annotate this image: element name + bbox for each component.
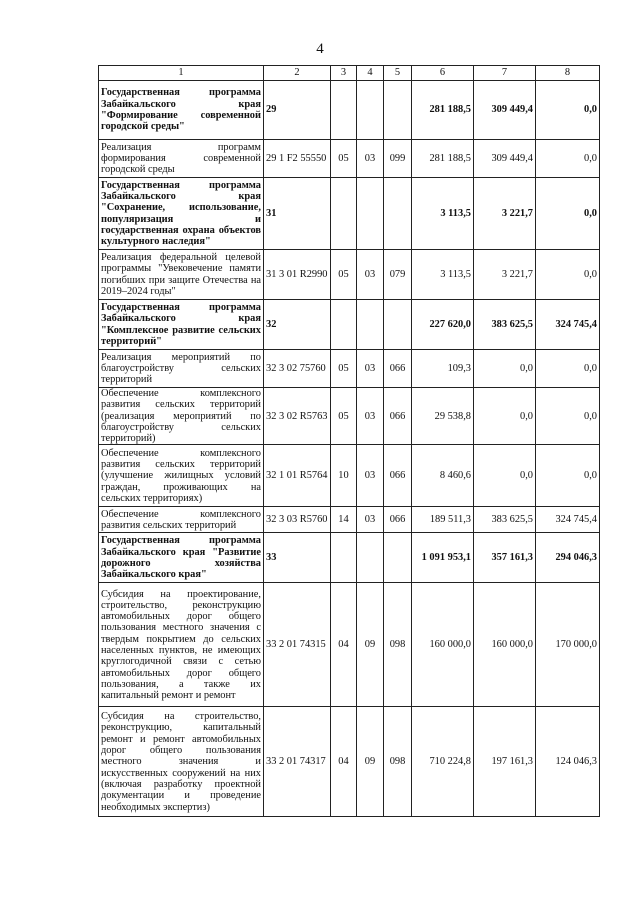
row-c3 (331, 533, 357, 583)
row-name: Государственная программа Забайкальского края "Развитие дорожного хозяйства Забайкальского края" (99, 533, 264, 583)
row-value-6: 160 000,0 (412, 583, 474, 707)
row-c4: 03 (357, 445, 384, 507)
row-c4 (357, 178, 384, 250)
row-c5: 099 (384, 140, 412, 178)
row-value-8: 324 745,4 (536, 300, 600, 350)
row-value-7: 309 449,4 (474, 140, 536, 178)
column-header: 4 (357, 66, 384, 81)
row-name: Реализация программ формирования современной городской среды (99, 140, 264, 178)
row-value-8: 0,0 (536, 250, 600, 300)
row-value-6: 8 460,6 (412, 445, 474, 507)
row-c3: 05 (331, 140, 357, 178)
row-code: 32 3 02 75760 (264, 350, 331, 388)
row-value-8: 0,0 (536, 140, 600, 178)
table-row (99, 350, 600, 388)
row-value-7: 383 625,5 (474, 507, 536, 533)
row-value-6: 109,3 (412, 350, 474, 388)
row-c4: 03 (357, 507, 384, 533)
row-c5 (384, 81, 412, 140)
row-value-6: 3 113,5 (412, 250, 474, 300)
row-value-8: 170 000,0 (536, 583, 600, 707)
row-value-6: 3 113,5 (412, 178, 474, 250)
row-code: 32 3 03 R5760 (264, 507, 331, 533)
column-header: 8 (536, 66, 600, 81)
row-c5: 066 (384, 350, 412, 388)
row-c3: 14 (331, 507, 357, 533)
row-value-7: 0,0 (474, 388, 536, 445)
row-value-8: 0,0 (536, 178, 600, 250)
row-c4: 03 (357, 140, 384, 178)
table-row (99, 140, 600, 178)
table-row (99, 707, 600, 817)
row-value-6: 29 538,8 (412, 388, 474, 445)
row-c4: 09 (357, 583, 384, 707)
row-name: Государственная программа Забайкальского края "Комплексное развитие сельских территорий" (99, 300, 264, 350)
row-value-7: 160 000,0 (474, 583, 536, 707)
row-c4: 09 (357, 707, 384, 817)
row-value-7: 309 449,4 (474, 81, 536, 140)
row-value-8: 0,0 (536, 81, 600, 140)
row-code: 32 3 02 R5763 (264, 388, 331, 445)
table-row (99, 583, 600, 707)
column-header: 7 (474, 66, 536, 81)
row-name: Обеспечение комплексного развития сельских территорий (99, 507, 264, 533)
row-value-7: 0,0 (474, 445, 536, 507)
row-c3: 04 (331, 707, 357, 817)
row-c3 (331, 178, 357, 250)
row-c4: 03 (357, 388, 384, 445)
row-c5: 066 (384, 388, 412, 445)
row-c3: 05 (331, 350, 357, 388)
table-row (99, 533, 600, 583)
row-code: 29 (264, 81, 331, 140)
row-value-8: 0,0 (536, 350, 600, 388)
row-c3: 04 (331, 583, 357, 707)
row-value-6: 1 091 953,1 (412, 533, 474, 583)
row-value-7: 3 221,7 (474, 250, 536, 300)
row-name: Государственная программа Забайкальского края "Формирование современной городской среды" (99, 81, 264, 140)
row-value-7: 357 161,3 (474, 533, 536, 583)
row-c5: 098 (384, 707, 412, 817)
row-name: Субсидия на строительство, реконструкцию, капитальный ремонт и ремонт автомобильных дорог общего пользования местного значения и искусственных сооружений на них (включая разработку проектной документации и проведение необходимых экспертиз) (99, 707, 264, 817)
row-name: Обеспечение комплексного развития сельских территорий (реализация мероприятий по благоустройству сельских территорий) (99, 388, 264, 445)
row-c4 (357, 300, 384, 350)
row-name: Государственная программа Забайкальского края "Сохранение, использование, популяризация и государственная охрана объектов культурного наследия" (99, 178, 264, 250)
row-c4 (357, 533, 384, 583)
row-c3: 05 (331, 250, 357, 300)
row-c5: 066 (384, 445, 412, 507)
table-header-row (99, 66, 600, 81)
table-row (99, 445, 600, 507)
row-c5 (384, 300, 412, 350)
row-c5 (384, 178, 412, 250)
column-header: 1 (99, 66, 264, 81)
row-value-7: 197 161,3 (474, 707, 536, 817)
row-value-7: 0,0 (474, 350, 536, 388)
row-name: Субсидия на проектирование, строительство, реконструкцию автомобильных дорог общего пользования местного значения с твердым покрытием до сельских населенных пунктов, не имеющих круглогодичной связи с сетью автомобильных дорог общего пользования, а также их капитальный ремонт и ремонт (99, 583, 264, 707)
column-header: 6 (412, 66, 474, 81)
row-code: 33 (264, 533, 331, 583)
row-value-6: 281 188,5 (412, 140, 474, 178)
row-c3 (331, 81, 357, 140)
row-value-7: 383 625,5 (474, 300, 536, 350)
table-row (99, 300, 600, 350)
row-code: 32 1 01 R5764 (264, 445, 331, 507)
row-code: 31 (264, 178, 331, 250)
row-c5: 066 (384, 507, 412, 533)
row-value-6: 227 620,0 (412, 300, 474, 350)
row-code: 31 3 01 R2990 (264, 250, 331, 300)
row-code: 29 1 F2 55550 (264, 140, 331, 178)
row-code: 33 2 01 74315 (264, 583, 331, 707)
column-header: 2 (264, 66, 331, 81)
page-number: 4 (316, 41, 324, 57)
table-row (99, 250, 600, 300)
row-code: 33 2 01 74317 (264, 707, 331, 817)
row-value-8: 0,0 (536, 445, 600, 507)
row-value-6: 189 511,3 (412, 507, 474, 533)
row-c3: 05 (331, 388, 357, 445)
table-row (99, 81, 600, 140)
row-value-8: 294 046,3 (536, 533, 600, 583)
row-code: 32 (264, 300, 331, 350)
table-row (99, 178, 600, 250)
row-c5: 098 (384, 583, 412, 707)
row-name: Обеспечение комплексного развития сельских территорий (улучшение жилищных условий граждан, проживающих на сельских территориях) (99, 445, 264, 507)
column-header: 5 (384, 66, 412, 81)
row-c4: 03 (357, 350, 384, 388)
row-name: Реализация федеральной целевой программы "Увековечение памяти погибших при защите Отечества на 2019–2024 годы" (99, 250, 264, 300)
row-c3 (331, 300, 357, 350)
row-c5: 079 (384, 250, 412, 300)
table-row (99, 507, 600, 533)
row-value-7: 3 221,7 (474, 178, 536, 250)
row-name: Реализация мероприятий по благоустройству сельских территорий (99, 350, 264, 388)
row-c4 (357, 81, 384, 140)
table-row (99, 388, 600, 445)
row-value-6: 281 188,5 (412, 81, 474, 140)
row-value-8: 324 745,4 (536, 507, 600, 533)
row-c3: 10 (331, 445, 357, 507)
row-value-6: 710 224,8 (412, 707, 474, 817)
row-c4: 03 (357, 250, 384, 300)
row-c5 (384, 533, 412, 583)
row-value-8: 124 046,3 (536, 707, 600, 817)
column-header: 3 (331, 66, 357, 81)
budget-table (98, 65, 600, 817)
row-value-8: 0,0 (536, 388, 600, 445)
